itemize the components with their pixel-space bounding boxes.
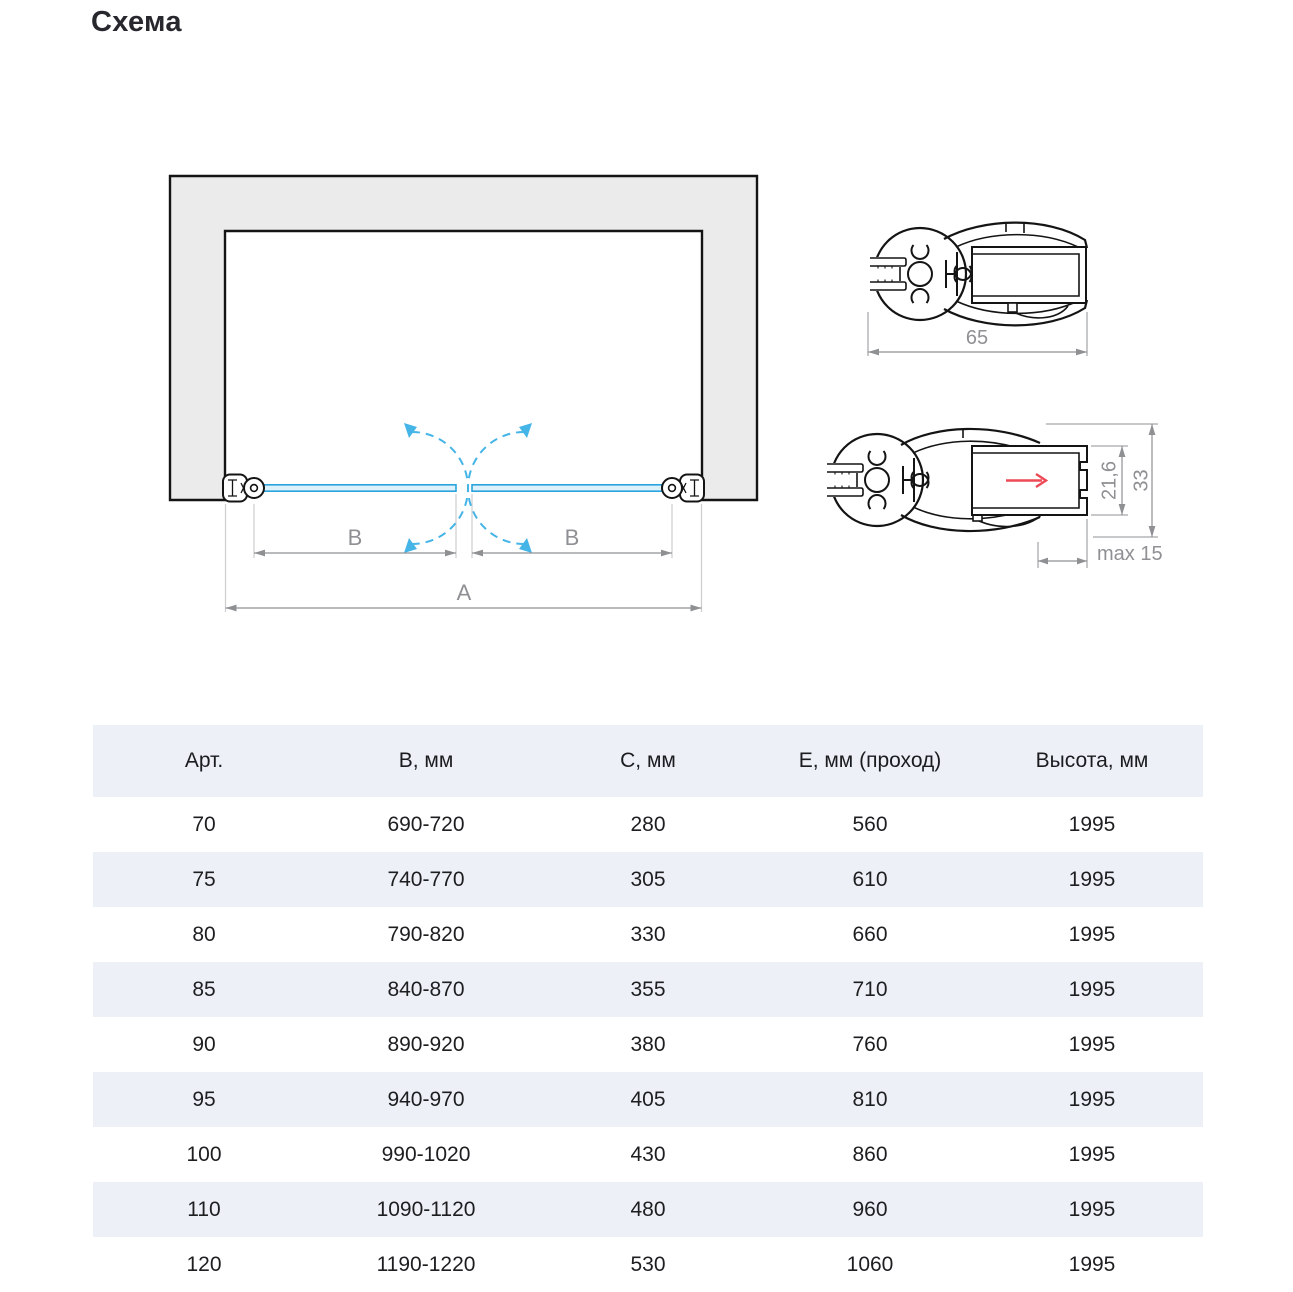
table-cell: 890-920	[387, 1032, 465, 1056]
table-cell: 660	[852, 922, 888, 946]
table-cell: 95	[192, 1087, 216, 1111]
table-cell: 120	[186, 1252, 222, 1276]
dimension-b-left	[254, 525, 456, 556]
table-cell: 1995	[1068, 1252, 1116, 1276]
dim-label-65: 65	[965, 327, 989, 349]
table-cell: 990-1020	[381, 1142, 471, 1166]
arrowhead	[519, 538, 532, 553]
dim-label-b-left: B	[347, 525, 363, 550]
table-row	[93, 907, 1203, 962]
column-header: Арт.	[184, 749, 224, 772]
dimension-a	[226, 580, 702, 611]
table-cell: 940-970	[387, 1087, 465, 1111]
table-cell: 710	[852, 977, 888, 1001]
table-cell: 790-820	[387, 922, 465, 946]
table-cell: 85	[192, 977, 216, 1001]
table-cell: 430	[630, 1142, 666, 1166]
arrowhead	[404, 423, 417, 438]
table-row	[93, 852, 1203, 907]
hinge-right	[662, 475, 704, 502]
table-header-row	[93, 725, 1203, 797]
table-row	[93, 1127, 1203, 1182]
table-row	[93, 1237, 1203, 1292]
table-cell: 280	[630, 812, 666, 836]
table-cell: 960	[852, 1197, 888, 1221]
plan-view	[170, 176, 757, 612]
arrowhead	[404, 538, 417, 553]
table-cell: 1995	[1068, 922, 1116, 946]
table-cell: 1090-1120	[376, 1197, 476, 1221]
table-cell: 355	[630, 977, 666, 1001]
table-cell: 740-770	[387, 867, 465, 891]
arrowhead	[519, 423, 532, 438]
wall	[170, 176, 757, 500]
table-cell: 1995	[1068, 977, 1116, 1001]
table-cell: 330	[630, 922, 666, 946]
page-title: Схема	[91, 6, 182, 38]
profile-section-side	[826, 424, 1163, 568]
dimension-65	[868, 312, 1087, 356]
dim-label-b-right: B	[564, 525, 580, 550]
table-cell: 380	[630, 1032, 666, 1056]
table-cell: 530	[630, 1252, 666, 1276]
dim-label-a: A	[456, 580, 472, 605]
table-cell: 1995	[1068, 867, 1116, 891]
column-header: Е, мм (проход)	[798, 749, 942, 772]
table-cell: 1995	[1068, 1032, 1116, 1056]
dim-label-max-15: max 15	[1097, 543, 1163, 565]
dimension-max-15	[1038, 519, 1163, 568]
hinge-left	[223, 475, 264, 502]
table-cell: 405	[630, 1087, 666, 1111]
table-cell: 110	[187, 1197, 221, 1221]
glass-panel-left	[262, 485, 456, 491]
table-cell: 560	[852, 812, 888, 836]
dim-label-33: 33	[1130, 469, 1153, 492]
table-cell: 1995	[1068, 1087, 1116, 1111]
table-cell: 480	[630, 1197, 666, 1221]
table-row	[93, 1182, 1203, 1237]
column-header: Высота, мм	[1035, 749, 1149, 772]
dim-label-21-6: 21,6	[1098, 461, 1121, 500]
table-cell: 75	[192, 867, 216, 891]
dimension-21-6	[1091, 446, 1128, 515]
table-row	[93, 797, 1203, 852]
table-cell: 305	[630, 867, 666, 891]
table-row	[93, 962, 1203, 1017]
table-cell: 100	[186, 1142, 222, 1166]
column-header: С, мм	[620, 749, 676, 772]
table-cell: 860	[852, 1142, 888, 1166]
table-cell: 90	[192, 1032, 216, 1056]
table-cell: 610	[852, 867, 888, 891]
table-cell: 690-720	[387, 812, 465, 836]
table-cell: 810	[852, 1087, 888, 1111]
table-cell: 80	[192, 922, 216, 946]
table-cell: 1995	[1068, 1142, 1116, 1166]
table-cell: 840-870	[387, 977, 465, 1001]
column-header: В, мм	[398, 749, 454, 772]
dimension-b-right	[472, 525, 672, 556]
table-cell: 1060	[846, 1252, 894, 1276]
table-row	[93, 1017, 1203, 1072]
table-cell: 760	[852, 1032, 888, 1056]
size-table	[93, 725, 1203, 1292]
table-cell: 70	[192, 812, 216, 836]
table-cell: 1995	[1068, 812, 1116, 836]
table-cell: 1995	[1068, 1197, 1116, 1221]
table-row	[93, 1072, 1203, 1127]
table-cell: 1190-1220	[376, 1252, 476, 1276]
profile-section-top	[868, 222, 1087, 356]
glass-panel-right	[472, 485, 662, 491]
